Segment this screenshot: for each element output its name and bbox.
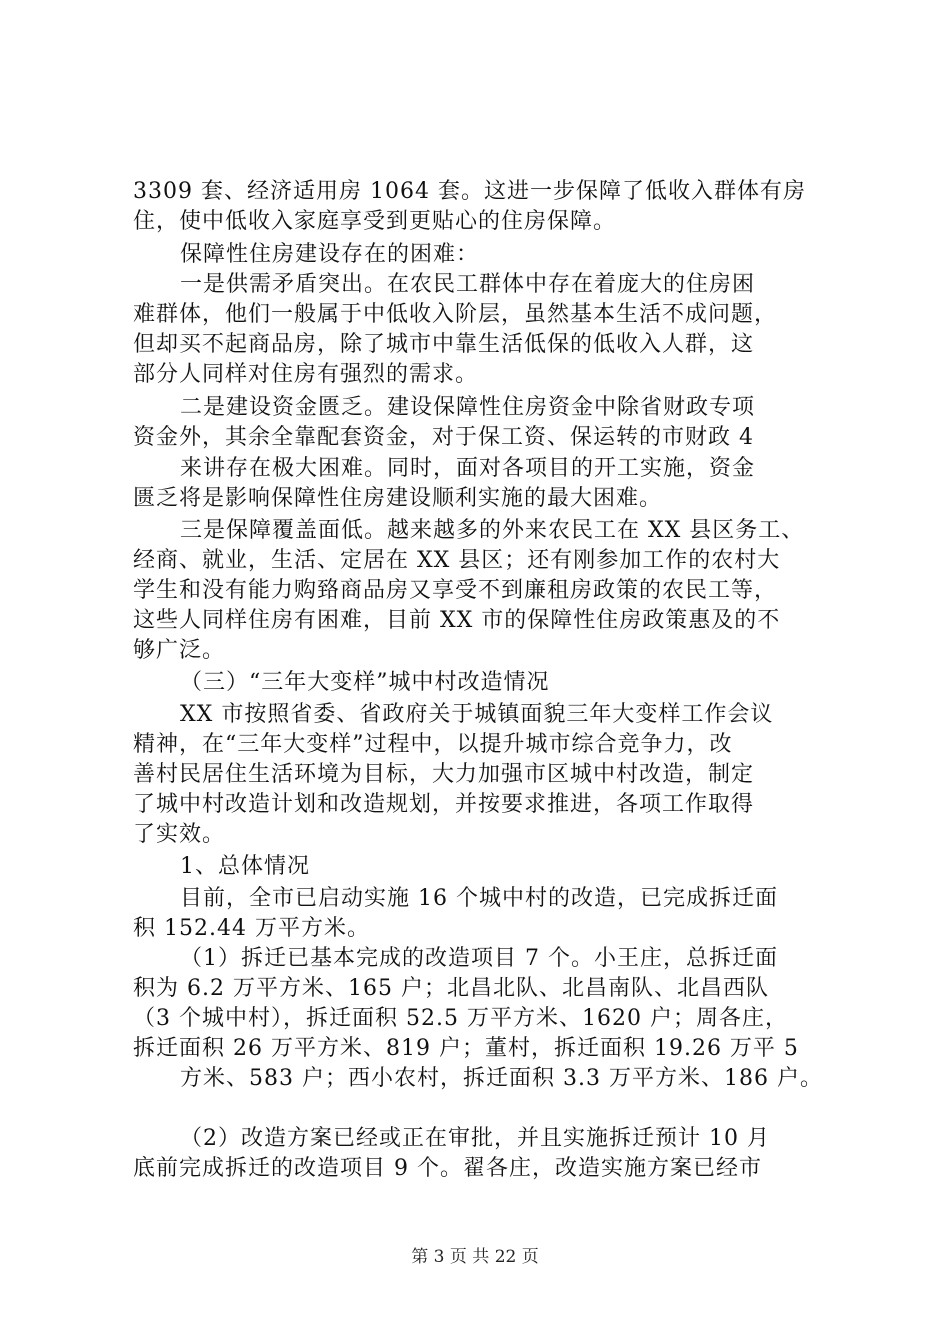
- text-line: 三是保障覆盖面低。越来越多的外来农民工在 XX 县区务工、: [180, 518, 805, 543]
- text-line: 3309 套、经济适用房 1064 套。这进一步保障了低收入群体有房: [133, 179, 806, 204]
- text-line: 了实效。: [133, 822, 226, 847]
- text-line: 难群体，他们一般属于中低收入阶层，虽然基本生活不成问题，: [133, 302, 778, 327]
- text-line: 经商、就业，生活、定居在 XX 县区；还有刚参加工作的农村大: [133, 548, 781, 573]
- text-line: XX 市按照省委、省政府关于城镇面貌三年大变样工作会议: [180, 702, 774, 727]
- text-line: 底前完成拆迁的改造项目 9 个。翟各庄，改造实施方案已经市: [133, 1156, 762, 1181]
- text-line: 匮乏将是影响保障性住房建设顺利实施的最大困难。: [133, 486, 663, 511]
- text-line: 住，使中低收入家庭享受到更贴心的住房保障。: [133, 209, 617, 234]
- subsection-heading: 1、总体情况: [180, 854, 310, 879]
- text-line: 精神，在“三年大变样”过程中，以提升城市综合竞争力，改: [133, 732, 733, 757]
- text-line: 目前，全市已启动实施 16 个城中村的改造，已完成拆迁面: [180, 886, 778, 911]
- text-line: 资金外，其余全靠配套资金，对于保工资、保运转的市财政 4: [133, 425, 754, 450]
- text-line: 够广泛。: [133, 638, 226, 663]
- text-line: 方米、583 户；西小农村，拆迁面积 3.3 万平方米、186 户。: [180, 1066, 823, 1091]
- text-line: 二是建设资金匮乏。建设保障性住房资金中除省财政专项: [180, 395, 756, 420]
- text-line: （1）拆迁已基本完成的改造项目 7 个。小王庄，总拆迁面: [180, 946, 778, 971]
- text-line: 了城中村改造计划和改造规划，并按要求推进，各项工作取得: [133, 792, 755, 817]
- text-line: 积为 6.2 万平方米、165 户；北昌北队、北昌南队、北昌西队: [133, 976, 769, 1001]
- text-line: 这些人同样住房有困难，目前 XX 市的保障性住房政策惠及的不: [133, 608, 781, 633]
- text-line: 保障性住房建设存在的困难：: [180, 242, 480, 267]
- text-line: 拆迁面积 26 万平方米、819 户；董村，拆迁面积 19.26 万平 5: [133, 1036, 799, 1061]
- page-number-footer: 第 3 页 共 22 页: [411, 1247, 539, 1267]
- section-heading: （三）“三年大变样”城中村改造情况: [180, 670, 550, 695]
- text-line: （3 个城中村），拆迁面积 52.5 万平方米、1620 户；周各庄，: [133, 1006, 788, 1031]
- text-line: 积 152.44 万平方米。: [133, 916, 370, 941]
- text-line: 部分人同样对住房有强烈的需求。: [133, 362, 479, 387]
- text-line: （2）改造方案已经或正在审批，并且实施拆迁预计 10 月: [180, 1126, 770, 1151]
- text-line: 学生和没有能力购臵商品房又享受不到廉租房政策的农民工等，: [133, 578, 778, 603]
- text-line: 但却买不起商品房，除了城市中靠生活低保的低收入人群，这: [133, 332, 755, 357]
- text-line: 善村民居住生活环境为目标，大力加强市区城中村改造，制定: [133, 762, 755, 787]
- text-line: 来讲存在极大困难。同时，面对各项目的开工实施，资金: [180, 456, 756, 481]
- text-line: 一是供需矛盾突出。在农民工群体中存在着庞大的住房困: [180, 272, 756, 297]
